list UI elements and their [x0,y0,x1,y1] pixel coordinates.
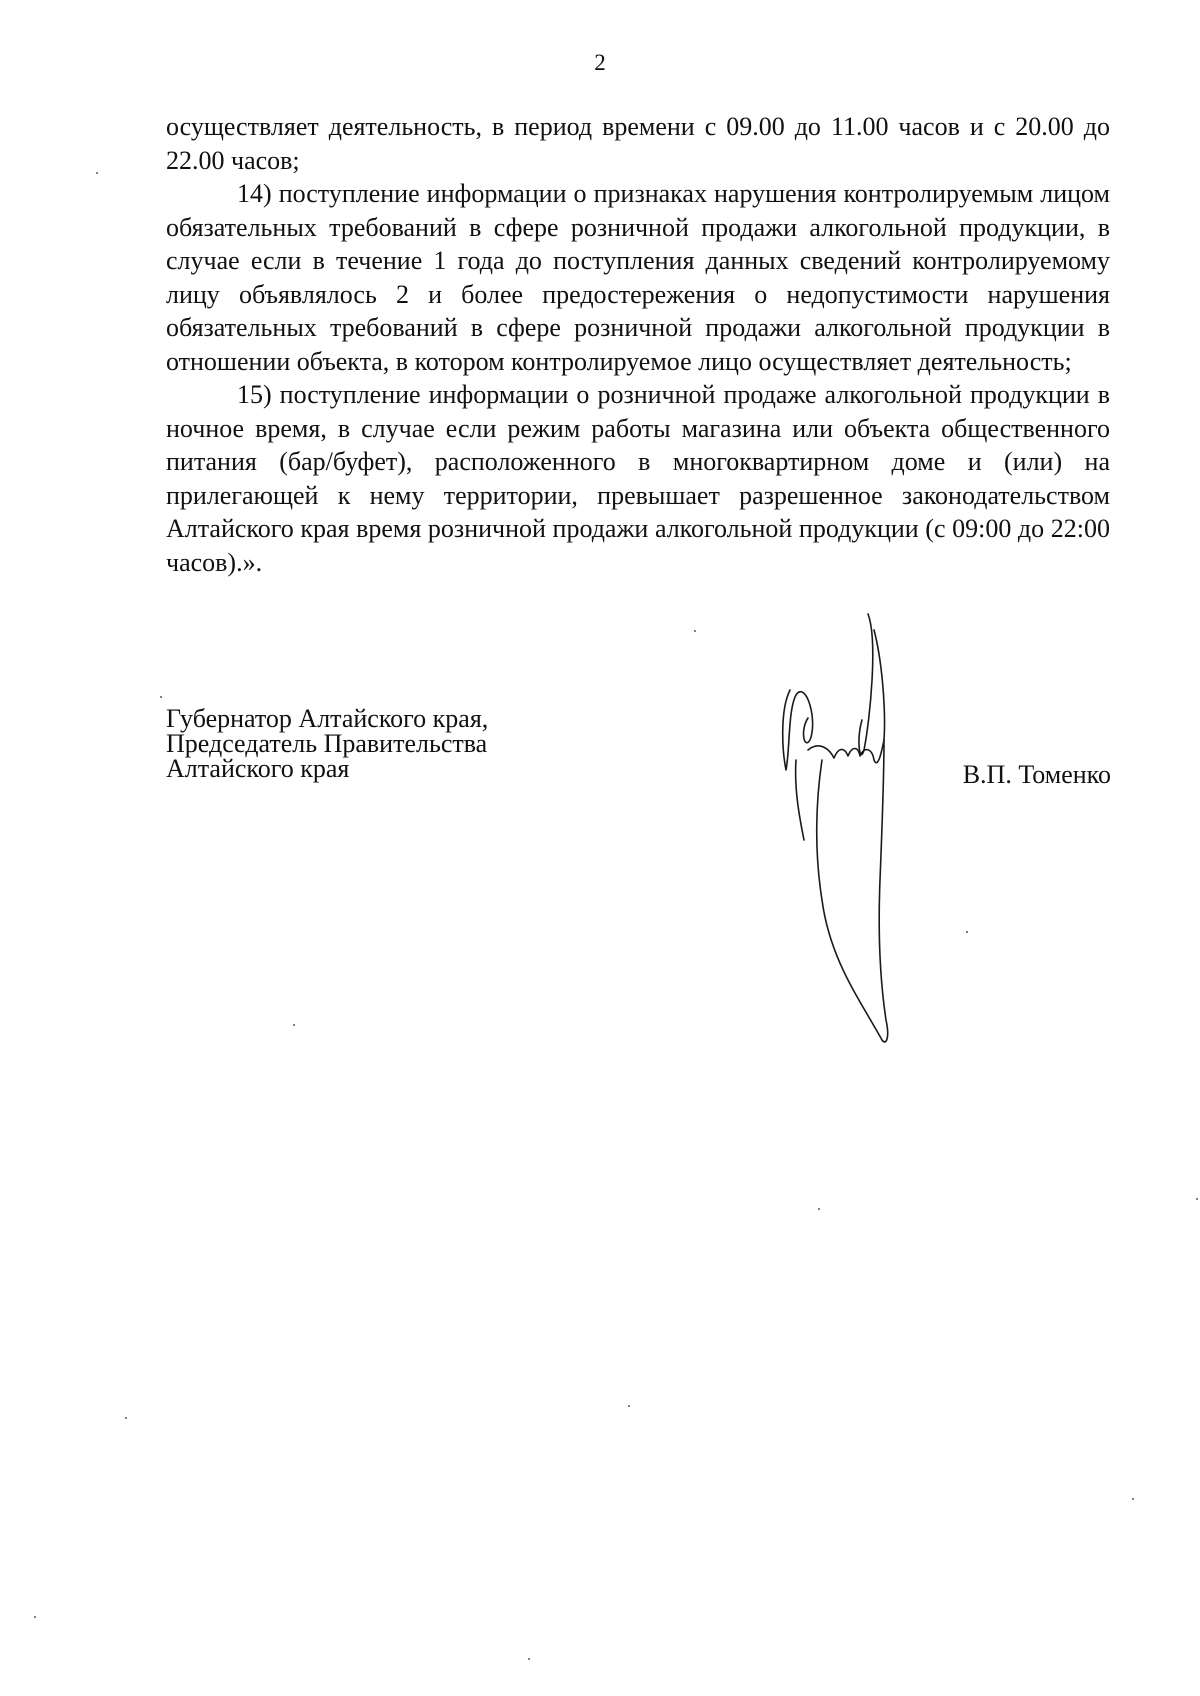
signatory-title-line: Губернатор Алтайского края, [166,704,489,733]
scan-speck [1132,1498,1134,1500]
signatory-title [166,706,488,781]
document-body [166,110,1110,579]
scan-speck [966,931,968,933]
signatory-title-line: Председатель Правительства [166,729,488,758]
scan-speck [1196,1198,1198,1200]
scan-speck [293,1024,295,1026]
scan-speck [96,172,98,174]
scan-speck [34,1616,36,1618]
paragraph-item-14: 14) поступление информации о признаках нарушения контролируемым лицом обязательных требований в сфере розничной продажи алкогольной продукции, в случае если в течение 1 года до поступления данных сведений контролируемому лицу объявлялось 2 и более предостережения о недопустимости нарушения обязательных требований в сфере розничной продажи алкогольной продукции в отношении объекта, в котором контролируемое лицо осуществляет деятельность; [166,179,1110,376]
scan-speck [694,630,696,632]
scan-speck [160,696,162,698]
page-number: 2 [594,50,606,75]
scan-speck [818,1208,820,1210]
signatory-title-line: Алтайского края [166,754,350,783]
signatory-name: В.П. Томенко [962,760,1111,789]
handwritten-signature-icon [760,600,940,1050]
paragraph-item-15: 15) поступление информации о розничной продаже алкогольной продукции в ночное время, в случае если режим работы магазина или объекта общественного питания (бар/буфет), расположенного в многоквартирном доме и (или) на прилегающей к нему территории, превышает разрешенное законодательством Алтайского края время розничной продажи алкогольной продукции (с 09:00 до 22:00 часов).». [166,380,1110,577]
scan-speck [628,1405,630,1407]
paragraph-continuation: осуществляет деятельность, в период времени с 09.00 до 11.00 часов и с 20.00 до 22.00 часов; [166,112,1110,175]
scan-speck [528,1658,530,1660]
scan-speck [125,1417,127,1419]
